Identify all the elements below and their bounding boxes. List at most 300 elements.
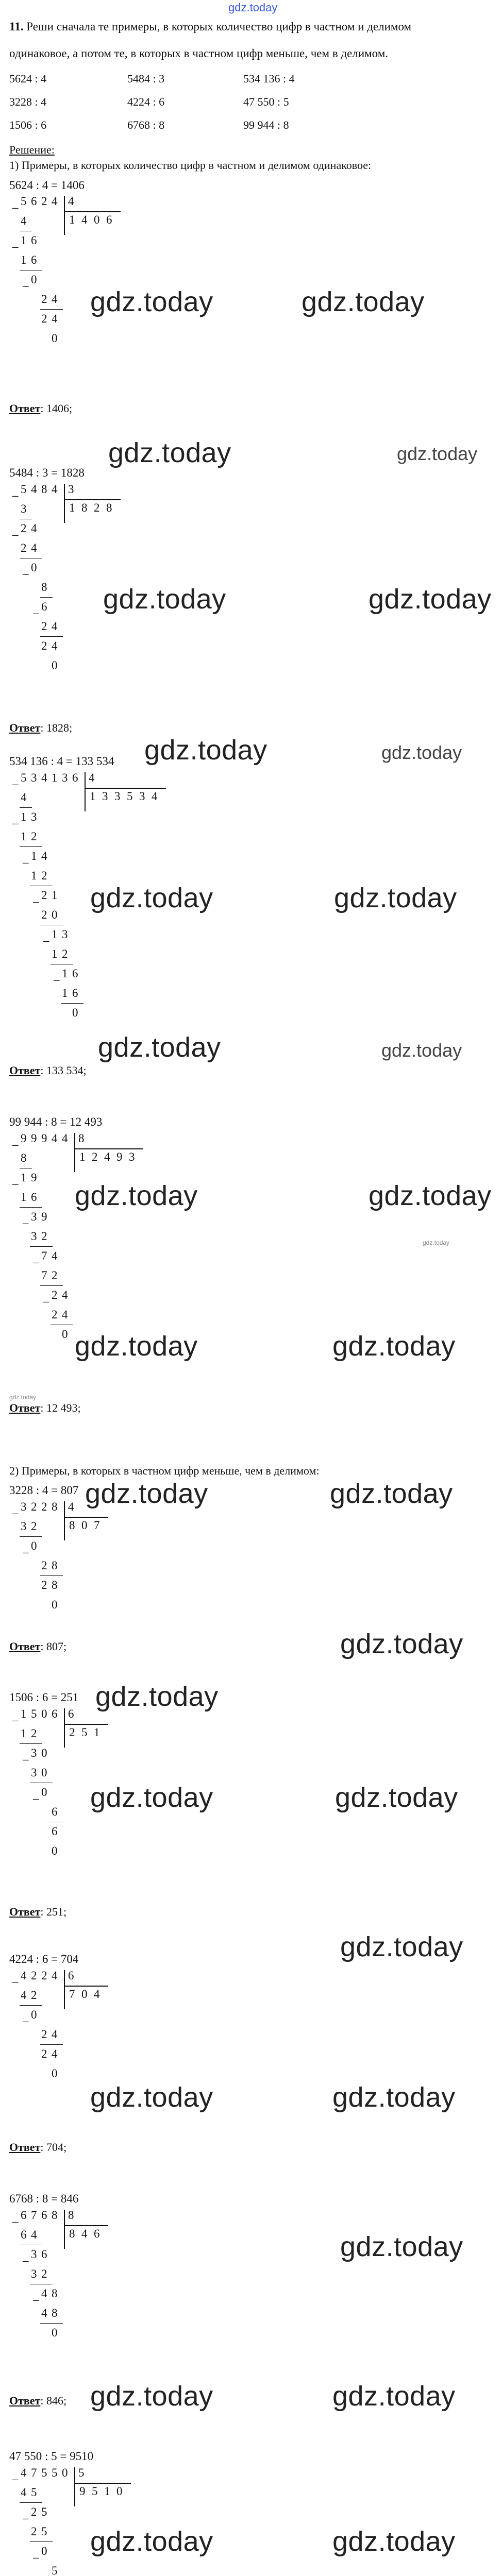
quotient-digit: 9 xyxy=(79,2485,86,2498)
minus-sign: – xyxy=(23,2512,29,2524)
step-digit: 3 xyxy=(31,1766,37,1779)
answer-3 xyxy=(9,1064,87,1077)
division-bar xyxy=(64,1501,65,1540)
equation-6: 1506 : 6 = 251 xyxy=(9,1691,79,1704)
quotient-line xyxy=(64,2225,108,2226)
task-text-1: Реши сначала те примеры, в которых количество цифр в частном и делимом xyxy=(26,20,412,33)
step-digit: 4 xyxy=(31,2228,37,2241)
step-digit: 0 xyxy=(52,332,58,345)
watermark: gdz.today xyxy=(330,1478,453,1509)
answer-value: : 1828; xyxy=(40,721,73,734)
step-digit: 0 xyxy=(52,2326,58,2339)
watermark: gdz.today xyxy=(397,443,478,464)
step-digit: 2 xyxy=(41,639,47,652)
step-digit: 6 xyxy=(31,253,37,266)
equation-8: 6768 : 8 = 846 xyxy=(9,2192,79,2205)
dividend-digit: 4 xyxy=(52,195,58,208)
division-bar xyxy=(64,1708,65,1748)
watermark: gdz.today xyxy=(75,1180,198,1211)
step-digit: 6 xyxy=(21,2228,27,2241)
step-digit: 3 xyxy=(31,2248,37,2261)
dividend-digit: 4 xyxy=(41,771,47,784)
step-digit: 0 xyxy=(41,1747,47,1759)
division-bar xyxy=(64,484,65,523)
dividend-digit: 4 xyxy=(52,1132,58,1145)
step-digit: 0 xyxy=(41,1786,47,1799)
step-digit: 3 xyxy=(21,502,27,515)
quotient-digit: 0 xyxy=(81,1519,88,1532)
step-digit: 4 xyxy=(52,620,58,633)
quotient-digit: 1 xyxy=(90,790,96,803)
step-digit: 0 xyxy=(52,2067,58,2080)
step-digit: 1 xyxy=(62,967,68,980)
quotient-digit: 1 xyxy=(104,2485,110,2498)
division-bar xyxy=(85,772,86,811)
divisor: 4 xyxy=(68,195,74,208)
minus-sign: – xyxy=(12,817,19,829)
step-digit: 4 xyxy=(21,1989,27,2002)
quotient-digit: 3 xyxy=(129,1150,135,1163)
watermark: gdz.today xyxy=(90,286,213,317)
quotient-digit: 2 xyxy=(92,1150,98,1163)
step-digit: 5 xyxy=(41,2525,47,2538)
step-digit: 4 xyxy=(41,850,47,862)
quotient-digit: 3 xyxy=(114,790,121,803)
step-digit: 2 xyxy=(41,889,47,902)
step-digit: 0 xyxy=(31,2008,37,2021)
watermark: gdz.today xyxy=(108,437,231,468)
quotient-digit: 0 xyxy=(116,2485,123,2498)
step-digit: 8 xyxy=(52,1559,58,1572)
watermark: gdz.today xyxy=(9,1394,37,1401)
example: 99 944 : 8 xyxy=(243,118,289,131)
equation-4: 99 944 : 8 = 12 493 xyxy=(9,1115,103,1128)
divisor: 4 xyxy=(68,1500,74,1513)
minus-sign: – xyxy=(23,856,29,869)
quotient-digit: 4 xyxy=(94,1988,100,2001)
step-digit: 2 xyxy=(41,293,47,306)
dividend-digit: 5 xyxy=(21,483,27,496)
watermark: gdz.today xyxy=(334,883,457,913)
part-1-heading: 1) Примеры, в которых количество цифр в частном и делимом одинаковое: xyxy=(9,159,372,172)
answer-value: : 807; xyxy=(40,1640,67,1653)
watermark: gdz.today xyxy=(144,735,267,766)
quotient-digit: 3 xyxy=(139,790,145,803)
dividend-digit: 9 xyxy=(41,1132,47,1145)
dividend-digit: 4 xyxy=(21,1969,27,1982)
watermark: gdz.today xyxy=(90,2381,213,2412)
quotient-digit: 2 xyxy=(69,1726,75,1739)
minus-sign: – xyxy=(12,2472,19,2485)
step-digit: 2 xyxy=(41,620,47,633)
divisor: 4 xyxy=(89,771,95,784)
step-digit: 1 xyxy=(21,234,27,247)
quotient-digit: 1 xyxy=(69,501,75,514)
answer-word: Ответ xyxy=(9,2394,41,2407)
dividend-digit: 4 xyxy=(62,1132,68,1145)
minus-sign: – xyxy=(12,1138,19,1151)
step-digit: 1 xyxy=(31,869,37,882)
watermark: gdz.today xyxy=(332,1331,456,1362)
step-digit: 6 xyxy=(31,1191,37,1204)
step-digit: 5 xyxy=(31,2486,37,2499)
dividend-digit: 6 xyxy=(31,195,37,208)
step-digit: 2 xyxy=(31,1989,37,2002)
minus-sign: – xyxy=(12,2215,19,2228)
step-digit: 1 xyxy=(21,1191,27,1204)
example: 4224 : 6 xyxy=(127,95,165,108)
step-underline xyxy=(20,1207,42,1208)
step-digit: 2 xyxy=(41,312,47,325)
answer-value: : 1406; xyxy=(40,402,73,415)
step-digit: 4 xyxy=(31,522,37,535)
dividend-digit: 2 xyxy=(31,1500,37,1513)
watermark: gdz.today xyxy=(369,1180,492,1211)
division-bar xyxy=(64,2210,65,2249)
answer-word: Ответ xyxy=(9,2141,41,2154)
quotient-digit: 1 xyxy=(94,1726,100,1739)
dividend-digit: 3 xyxy=(21,1500,27,1513)
answer-word: Ответ xyxy=(9,1640,41,1653)
answer-6 xyxy=(9,1905,66,1919)
dividend-digit: 4 xyxy=(31,483,37,496)
minus-sign: – xyxy=(23,1753,29,1766)
step-underline xyxy=(40,597,53,598)
step-underline xyxy=(40,2323,63,2324)
minus-sign: – xyxy=(33,1256,39,1268)
step-digit: 2 xyxy=(62,947,68,960)
answer-2 xyxy=(9,721,72,735)
quotient-digit: 5 xyxy=(92,2485,98,2498)
step-digit: 8 xyxy=(52,1579,58,1591)
minus-sign: – xyxy=(23,1216,29,1229)
minus-sign: – xyxy=(33,1792,39,1805)
step-digit: 4 xyxy=(62,1289,68,1301)
answer-4 xyxy=(9,1401,81,1415)
quotient-line xyxy=(64,1986,108,1987)
step-digit: 0 xyxy=(31,273,37,286)
step-digit: 2 xyxy=(31,2505,37,2518)
step-digit: 8 xyxy=(52,2287,58,2300)
step-digit: 0 xyxy=(31,561,37,574)
step-underline xyxy=(20,1743,42,1744)
watermark: gdz.today xyxy=(340,1629,463,1659)
dividend-digit: 4 xyxy=(52,483,58,496)
quotient-digit: 8 xyxy=(69,1519,75,1532)
watermark: gdz.today xyxy=(369,584,492,615)
step-digit: 2 xyxy=(52,1289,58,1301)
quotient-line xyxy=(74,1148,143,1149)
answer-value: : 12 493; xyxy=(40,1401,81,1414)
quotient-line xyxy=(74,2483,131,2484)
divisor: 8 xyxy=(68,2209,74,2222)
step-digit: 0 xyxy=(52,659,58,672)
step-digit: 0 xyxy=(52,1598,58,1611)
watermark: gdz.today xyxy=(381,1040,462,1061)
quotient-line xyxy=(64,211,121,212)
minus-sign: – xyxy=(12,528,19,541)
watermark: gdz.today xyxy=(90,1782,213,1813)
step-digit: 3 xyxy=(62,928,68,941)
dividend-digit: 0 xyxy=(62,2466,68,2479)
step-digit: 0 xyxy=(52,1844,58,1857)
answer-word: Ответ xyxy=(9,1401,41,1414)
answer-value: : 704; xyxy=(40,2141,67,2154)
example: 5624 : 4 xyxy=(9,72,47,85)
answer-value: : 846; xyxy=(40,2394,67,2407)
step-digit: 1 xyxy=(21,1171,27,1184)
quotient-digit: 2 xyxy=(94,501,100,514)
step-digit: 1 xyxy=(21,810,27,823)
watermark: gdz.today xyxy=(381,742,462,763)
part-2-heading: 2) Примеры, в которых в частном цифр меньше, чем в делимом: xyxy=(9,1464,320,1477)
quotient-digit: 4 xyxy=(81,2227,88,2240)
watermark: gdz.today xyxy=(340,2231,463,2262)
answer-7 xyxy=(9,2141,66,2154)
dividend-digit: 7 xyxy=(31,2209,37,2222)
task-text-2: одинаковое, а потом те, в которых в частном цифр меньше, чем в делимом. xyxy=(9,47,389,60)
quotient-digit: 4 xyxy=(81,213,88,226)
watermark: gdz.today xyxy=(85,1478,208,1509)
step-digit: 9 xyxy=(41,1210,47,1223)
step-digit: 1 xyxy=(52,928,58,941)
dividend-digit: 2 xyxy=(41,195,47,208)
divisor: 8 xyxy=(78,1132,85,1145)
step-underline xyxy=(40,636,63,637)
minus-sign: – xyxy=(33,606,39,619)
step-digit: 2 xyxy=(41,908,47,921)
example: 3228 : 4 xyxy=(9,95,47,108)
site-link[interactable]: gdz.today xyxy=(228,1,278,14)
dividend-digit: 9 xyxy=(31,1132,37,1145)
step-digit: 5 xyxy=(52,2564,58,2576)
dividend-digit: 9 xyxy=(21,1132,27,1145)
quotient-line xyxy=(85,788,166,789)
step-digit: 6 xyxy=(72,987,78,999)
step-digit: 0 xyxy=(31,1539,37,1552)
step-digit: 8 xyxy=(41,581,47,594)
equation-5: 3228 : 4 = 807 xyxy=(9,1484,79,1497)
step-digit: 1 xyxy=(31,850,37,862)
answer-word: Ответ xyxy=(9,1905,41,1918)
division-bar xyxy=(74,1133,75,1172)
step-underline xyxy=(61,1003,83,1004)
watermark: gdz.today xyxy=(332,2526,456,2557)
step-digit: 5 xyxy=(41,2505,47,2518)
example: 5484 : 3 xyxy=(127,72,165,85)
minus-sign: – xyxy=(12,201,19,214)
dividend-digit: 5 xyxy=(52,2466,58,2479)
step-digit: 1 xyxy=(52,889,58,902)
step-digit: 6 xyxy=(52,1805,58,1818)
step-digit: 4 xyxy=(52,2028,58,2041)
dividend-digit: 5 xyxy=(41,2466,47,2479)
minus-sign: – xyxy=(33,2551,39,2564)
quotient-digit: 8 xyxy=(106,501,112,514)
answer-word: Ответ xyxy=(9,402,41,415)
task-line-1 xyxy=(9,19,411,35)
step-digit: 0 xyxy=(52,908,58,921)
step-digit: 6 xyxy=(31,234,37,247)
example: 6768 : 8 xyxy=(127,118,165,131)
quotient-digit: 8 xyxy=(81,501,88,514)
step-digit: 4 xyxy=(52,1249,58,1262)
step-digit: 8 xyxy=(21,1151,27,1164)
minus-sign: – xyxy=(12,240,19,253)
step-digit: 4 xyxy=(21,2486,27,2499)
step-digit: 4 xyxy=(31,541,37,554)
step-underline xyxy=(40,1285,63,1286)
step-digit: 4 xyxy=(52,312,58,325)
quotient-digit: 7 xyxy=(69,1988,75,2001)
equation-9: 47 550 : 5 = 9510 xyxy=(9,2450,94,2463)
watermark: gdz.today xyxy=(332,2082,456,2113)
watermark: gdz.today xyxy=(340,1931,463,1962)
answer-value: : 133 534; xyxy=(40,1064,87,1077)
task-number: 11. xyxy=(9,20,24,33)
answer-1 xyxy=(9,402,72,415)
step-digit: 6 xyxy=(41,600,47,613)
watermark: gdz.today xyxy=(332,2381,456,2412)
division-bar xyxy=(64,1970,65,2009)
watermark: gdz.today xyxy=(90,2526,213,2557)
step-underline xyxy=(20,1536,42,1537)
quotient-line xyxy=(64,499,121,500)
dividend-digit: 1 xyxy=(52,771,58,784)
division-bar xyxy=(74,2467,75,2506)
step-digit: 0 xyxy=(62,1328,68,1341)
step-digit: 3 xyxy=(31,1747,37,1759)
step-digit: 2 xyxy=(31,1520,37,1533)
minus-sign: – xyxy=(33,895,39,908)
step-digit: 2 xyxy=(52,1308,58,1321)
step-digit: 4 xyxy=(21,791,27,804)
step-digit: 2 xyxy=(52,1269,58,1282)
step-digit: 2 xyxy=(21,522,27,535)
step-digit: 2 xyxy=(41,1230,47,1243)
step-digit: 9 xyxy=(31,1171,37,1184)
minus-sign: – xyxy=(12,1177,19,1190)
step-underline xyxy=(30,1246,53,1247)
dividend-digit: 3 xyxy=(31,771,37,784)
minus-sign: – xyxy=(43,1295,49,1308)
dividend-digit: 5 xyxy=(21,771,27,784)
quotient-line xyxy=(64,1517,108,1518)
step-digit: 4 xyxy=(52,2047,58,2060)
step-digit: 3 xyxy=(21,1520,27,1533)
watermark: gdz.today xyxy=(90,2082,213,2113)
minus-sign: – xyxy=(12,1714,19,1726)
step-digit: 1 xyxy=(52,947,58,960)
quotient-digit: 5 xyxy=(127,790,133,803)
dividend-digit: 8 xyxy=(52,1500,58,1513)
step-digit: 2 xyxy=(31,830,37,843)
minus-sign: – xyxy=(23,2254,29,2267)
step-underline xyxy=(20,2502,42,2503)
step-digit: 0 xyxy=(41,1766,47,1779)
minus-sign: – xyxy=(23,567,29,580)
step-underline xyxy=(20,2005,42,2006)
dividend-digit: 8 xyxy=(41,483,47,496)
step-digit: 3 xyxy=(31,1230,37,1243)
minus-sign: – xyxy=(12,1506,19,1519)
dividend-digit: 6 xyxy=(41,2209,47,2222)
step-digit: 2 xyxy=(31,1727,37,1740)
step-digit: 8 xyxy=(52,2307,58,2319)
divisor: 5 xyxy=(78,2466,85,2479)
step-underline xyxy=(40,309,63,310)
equation-2: 5484 : 3 = 1828 xyxy=(9,466,85,479)
step-digit: 7 xyxy=(41,1249,47,1262)
answer-word: Ответ xyxy=(9,1064,41,1077)
step-digit: 0 xyxy=(41,2545,47,2557)
example: 1506 : 6 xyxy=(9,118,47,131)
dividend-digit: 7 xyxy=(31,2466,37,2479)
step-digit: 2 xyxy=(41,869,47,882)
watermark: gdz.today xyxy=(302,286,425,317)
divisor: 3 xyxy=(68,483,74,496)
minus-sign: – xyxy=(23,1546,29,1558)
step-underline xyxy=(40,2044,63,2045)
quotient-digit: 3 xyxy=(102,790,108,803)
minus-sign: – xyxy=(23,279,29,292)
example: 47 550 : 5 xyxy=(243,95,289,108)
dividend-digit: 6 xyxy=(72,771,78,784)
dividend-digit: 1 xyxy=(21,1707,27,1720)
step-digit: 2 xyxy=(41,1579,47,1591)
minus-sign: – xyxy=(43,934,49,947)
quotient-digit: 8 xyxy=(69,2227,75,2240)
step-digit: 2 xyxy=(31,2525,37,2538)
minus-sign: – xyxy=(23,2014,29,2027)
step-digit: 2 xyxy=(41,2028,47,2041)
step-digit: 4 xyxy=(21,214,27,227)
watermark: gdz.today xyxy=(103,584,226,615)
dividend-digit: 5 xyxy=(21,195,27,208)
step-digit: 2 xyxy=(41,1559,47,1572)
step-underline xyxy=(30,2541,53,2542)
equation-7: 4224 : 6 = 704 xyxy=(9,1953,79,1965)
dividend-digit: 6 xyxy=(21,2209,27,2222)
step-digit: 6 xyxy=(72,967,78,980)
quotient-digit: 1 xyxy=(79,1150,86,1163)
dividend-digit: 0 xyxy=(41,1707,47,1720)
answer-value: : 251; xyxy=(40,1905,67,1918)
dividend-digit: 2 xyxy=(31,1969,37,1982)
minus-sign: – xyxy=(33,2293,39,2306)
divisor: 6 xyxy=(68,1969,74,1982)
answer-5 xyxy=(9,1640,66,1653)
equation-3: 534 136 : 4 = 133 534 xyxy=(9,755,114,768)
step-digit: 4 xyxy=(52,639,58,652)
watermark: gdz.today xyxy=(423,1239,450,1246)
answer-8 xyxy=(9,2394,66,2408)
quotient-digit: 0 xyxy=(94,213,100,226)
watermark: gdz.today xyxy=(98,1032,221,1063)
quotient-digit: 1 xyxy=(69,213,75,226)
dividend-digit: 5 xyxy=(31,1707,37,1720)
equation-1: 5624 : 4 = 1406 xyxy=(9,179,85,192)
step-digit: 1 xyxy=(21,830,27,843)
minus-sign: – xyxy=(12,1975,19,1988)
quotient-digit: 4 xyxy=(104,1150,110,1163)
step-digit: 4 xyxy=(52,293,58,306)
dividend-digit: 4 xyxy=(21,2466,27,2479)
minus-sign: – xyxy=(12,777,19,790)
step-digit: 4 xyxy=(41,2287,47,2300)
quotient-digit: 4 xyxy=(152,790,158,803)
watermark: gdz.today xyxy=(335,1782,458,1813)
